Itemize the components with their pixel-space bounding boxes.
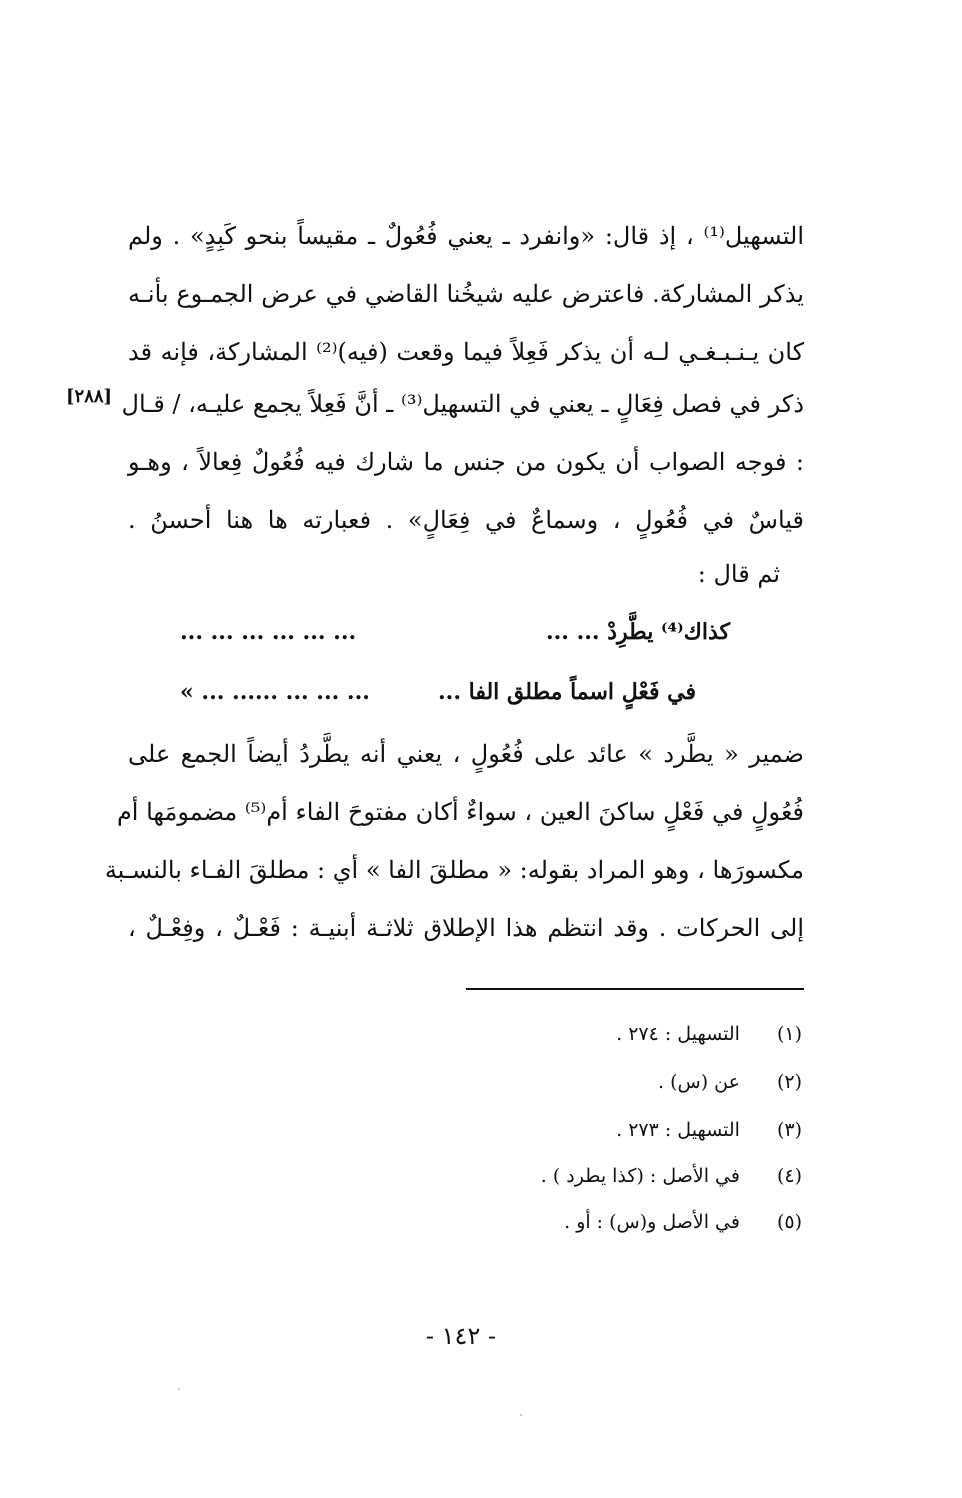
scan-speck	[178, 1388, 180, 1390]
body-line-4: ذكر في فصل فِعَالٍ ـ يعني في التسهيل⁽³⁾ ـ أنَّ فَعِلاً يجمع عليـه، / قـال	[121, 390, 804, 418]
poem-line1-right: كذاك⁽⁴⁾ يطَّرِدْ ... ...	[545, 619, 730, 645]
then-said: ثم قال :	[697, 560, 780, 588]
page-number: - ١٤٢ -	[425, 1322, 497, 1350]
commentary-line-2: فُعُولٍ في فَعْلٍ ساكنَ العين ، سواءٌ أكان مفتوحَ الفاء أم⁽⁵⁾ مضمومَها أم	[116, 798, 804, 826]
footnote-1	[616, 1020, 802, 1048]
poem-line1-left: ... ... ... ... ... ...	[180, 619, 357, 645]
body-line-1: التسهيل⁽¹⁾ ، إذ قال: «وانفرد ـ يعني فُعُولٌ ـ مقيساً بنحو كَبِدٍ» . ولم	[128, 222, 804, 250]
footnote-4	[541, 1162, 802, 1190]
poem-line2-right: في فَعْلٍ اسماً مطلق الفا ...	[438, 679, 696, 705]
scan-speck	[520, 1414, 522, 1416]
footnote-number: (٢)	[776, 1071, 802, 1093]
footnote-text: التسهيل : ٢٧٣ .	[616, 1119, 740, 1141]
footnote-2	[658, 1068, 802, 1096]
margin-reference: [٢٨٨]	[66, 386, 113, 407]
poem-line2-left: ... ... ... ...... ... »	[180, 679, 370, 705]
footnote-number: (٤)	[776, 1165, 802, 1187]
body-line-2: يذكر المشاركة. فاعترض عليه شيخُنا القاضي في عرض الجمـوع بأنـه	[128, 280, 804, 308]
footnote-text: التسهيل : ٢٧٤ .	[616, 1023, 740, 1045]
body-line-5: : فوجه الصواب أن يكون من جنس ما شارك فيه فُعُولٌ فِعالاً ، وهـو	[128, 448, 804, 476]
footnote-number: (٥)	[776, 1211, 802, 1233]
commentary-line-1: ضمير « يطَّرد » عائد على فُعُولٍ ، يعني أنه يطَّردُ أيضاً الجمع على	[128, 740, 804, 768]
footnote-3	[616, 1116, 802, 1144]
footnote-separator	[466, 988, 804, 990]
footnote-text: عن (س) .	[658, 1071, 740, 1093]
footnote-text: في الأصل : (كذا يطرد ) .	[540, 1165, 740, 1187]
footnote-5	[564, 1208, 802, 1236]
footnote-number: (٣)	[776, 1119, 802, 1141]
commentary-line-3: مكسورَها ، وهو المراد بقوله: « مطلقَ الفا » أي : مطلقَ الفـاء بالنسـبة	[104, 856, 804, 884]
footnote-text: في الأصل و(س) : أو .	[564, 1211, 740, 1233]
body-line-3: كان يـنـبـغـي لـه أن يذكر فَعِلاً فيما وقعت (فيه)⁽²⁾ المشاركة، فإنه قد	[128, 338, 805, 366]
body-line-6: قياسٌ في فُعُولٍ ، وسماعٌ في فِعَالٍ» . فعبارته ها هنا أحسنُ .	[128, 506, 804, 534]
footnote-number: (١)	[776, 1023, 802, 1045]
commentary-line-4: إلى الحركات . وقد انتظم هذا الإطلاق ثلاثـة أبنيـة : فَعْـلٌ ، وفِعْـلٌ ،	[128, 914, 804, 942]
